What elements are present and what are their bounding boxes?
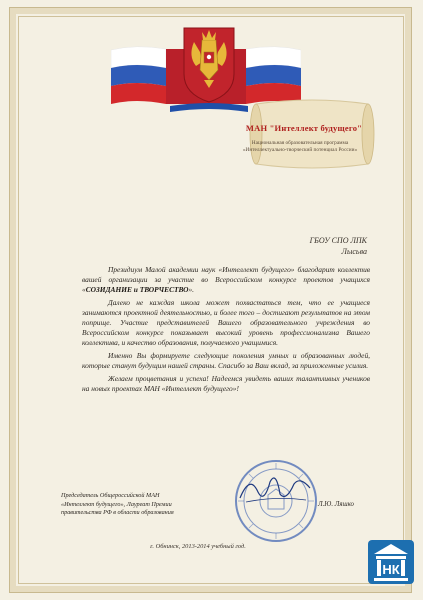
- parchment-scroll-icon: [246, 96, 378, 172]
- contest-name: СОЗИДАНИЕ и ТВОРЧЕСТВО: [85, 285, 189, 294]
- signatory-title: Председатель Общероссийской МАН «Интеллект будущего», Лауреат Премии правительства РФ в области образования: [61, 492, 174, 517]
- recipient-block: [310, 235, 367, 257]
- paragraph-3: Именно Вы формируете следующие поколения умных и образованных людей, которые станут будущим нашей страны. Спасибо за Ваш вклад, за приложенные усилия.: [82, 351, 370, 370]
- signatory-name: Л.Ю. Ляшко: [318, 501, 354, 508]
- handwritten-signature-icon: [236, 468, 314, 508]
- program-line-1: Национальная образовательная программа: [251, 140, 349, 146]
- flag-ribbon-icon: [170, 100, 248, 112]
- program-subtitle: [212, 140, 388, 154]
- program-line-2: «Интеллектуально-творческий потенциал России»: [242, 147, 358, 153]
- paragraph-1: Президиум Малой академии наук «Интеллект будущего» благодарит коллектив вашей организации за участие во Всероссийском конкурсе проектов учащихся «СОЗИДАНИЕ и ТВОРЧЕСТВО».: [82, 265, 370, 294]
- recipient-city: Лысьва: [341, 247, 367, 256]
- recipient-name: ГБОУ СПО ЛПК: [309, 236, 367, 245]
- place-and-date: г. Обнинск, 2013-2014 учебный год.: [150, 543, 246, 550]
- coat-of-arms-icon: [180, 22, 238, 104]
- college-logo-icon: [366, 538, 416, 586]
- organization-title: МАН "Интеллект будущего": [245, 123, 363, 133]
- letter-body: [82, 265, 370, 397]
- logo-letters: НК: [382, 562, 400, 577]
- paragraph-2: Далеко не каждая школа может похвастаться тем, что ее учащиеся занимаются проектной деятельностью, и более того – достигают результатов на этом поприще. Участие представителей Вашего образовательного учреждения во Всероссийском конкурсе показывает высокий уровень профессионализма Вашего коллектива, и качество образования, получаемого учащимися.: [82, 298, 370, 347]
- paragraph-4: Желаем процветания и успеха! Надеемся увидеть ваших талантливых учеников на новых проектах МАН «Интеллект будущего»!: [82, 374, 370, 393]
